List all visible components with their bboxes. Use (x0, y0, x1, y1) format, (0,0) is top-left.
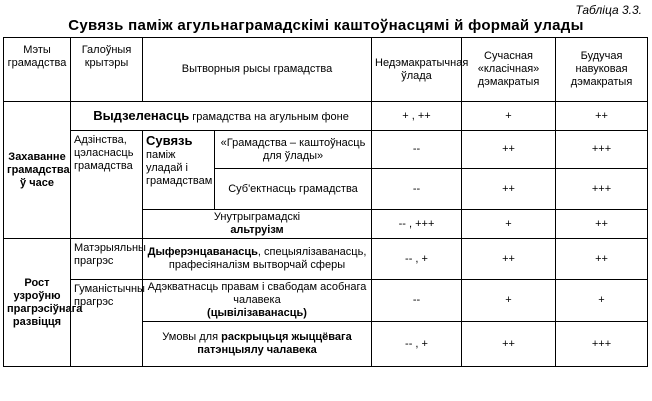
rating-subjectness-undemocratic: -- (372, 169, 462, 210)
table-caption: Табліца 3.3. (575, 3, 642, 17)
rating-differentiation-future: ++ (556, 239, 648, 280)
feature-separation: Выдзеленасць грамадства на агульным фоне (71, 102, 372, 131)
rating-adequacy-undemocratic: -- (372, 280, 462, 322)
criterion-unity: Адзінства, цэласнасць грамадства (71, 131, 143, 239)
criterion-material: Матэрыяльны прагрэс (71, 239, 143, 280)
values-table (3, 37, 648, 367)
rating-adequacy-classic: + (462, 280, 556, 322)
rating-society-values-future: +++ (556, 131, 648, 169)
criterion-humanitarian: Гуманістычны прагрэс (71, 280, 143, 367)
rating-subjectness-classic: ++ (462, 169, 556, 210)
rating-society-values-classic: ++ (462, 131, 556, 169)
feature-subjectness: Суб'ектнасць грамадства (215, 169, 372, 210)
group-growth: Рост узроўню прагрэсіўнага развіцця (4, 239, 71, 367)
rating-altruism-classic: + (462, 210, 556, 239)
header-undemocratic: Недэмакратычная ўлада (372, 38, 462, 102)
header-future-democracy: Будучая навуковая дэмакратыя (556, 38, 648, 102)
header-features: Вытворныя рысы грамадства (143, 38, 372, 102)
rating-separation-future: ++ (556, 102, 648, 131)
rating-differentiation-undemocratic: -- , + (372, 239, 462, 280)
rating-society-values-undemocratic: -- (372, 131, 462, 169)
group-preservation: Захаванне грамадства ў часе (4, 102, 71, 239)
feature-adequacy: Адэкватнасць правам і свабодам асобнага чалавека (цывілізаванасць) (143, 280, 372, 322)
rating-conditions-future: +++ (556, 322, 648, 367)
header-criteria: Галоўныя крытэры (71, 38, 143, 102)
header-goals: Мэты грамадства (4, 38, 71, 102)
feature-link: Сувязь паміж уладай і грамадствам (143, 131, 215, 210)
rating-conditions-classic: ++ (462, 322, 556, 367)
header-classic-democracy: Сучасная «класічная» дэмакратыя (462, 38, 556, 102)
feature-differentiation: Дыферэнцаванасць, спецыялізаванасць, прафесіяналізм вытворчай сферы (143, 239, 372, 280)
table-title: Сувязь паміж агульнаграмадскімі каштоўнасцямі й формай улады (68, 17, 584, 34)
rating-altruism-future: ++ (556, 210, 648, 239)
rating-altruism-undemocratic: -- , +++ (372, 210, 462, 239)
rating-conditions-undemocratic: -- , + (372, 322, 462, 367)
feature-society-values: «Грамадства – каштоўнасць для ўлады» (215, 131, 372, 169)
feature-conditions: Умовы для раскрыцьця жыццёвага патэнцыялу чалавека (143, 322, 372, 367)
rating-adequacy-future: + (556, 280, 648, 322)
feature-altruism: Унутрыграмадскі альтруізм (143, 210, 372, 239)
rating-subjectness-future: +++ (556, 169, 648, 210)
rating-separation-classic: + (462, 102, 556, 131)
rating-separation-undemocratic: + , ++ (372, 102, 462, 131)
rating-differentiation-classic: ++ (462, 239, 556, 280)
